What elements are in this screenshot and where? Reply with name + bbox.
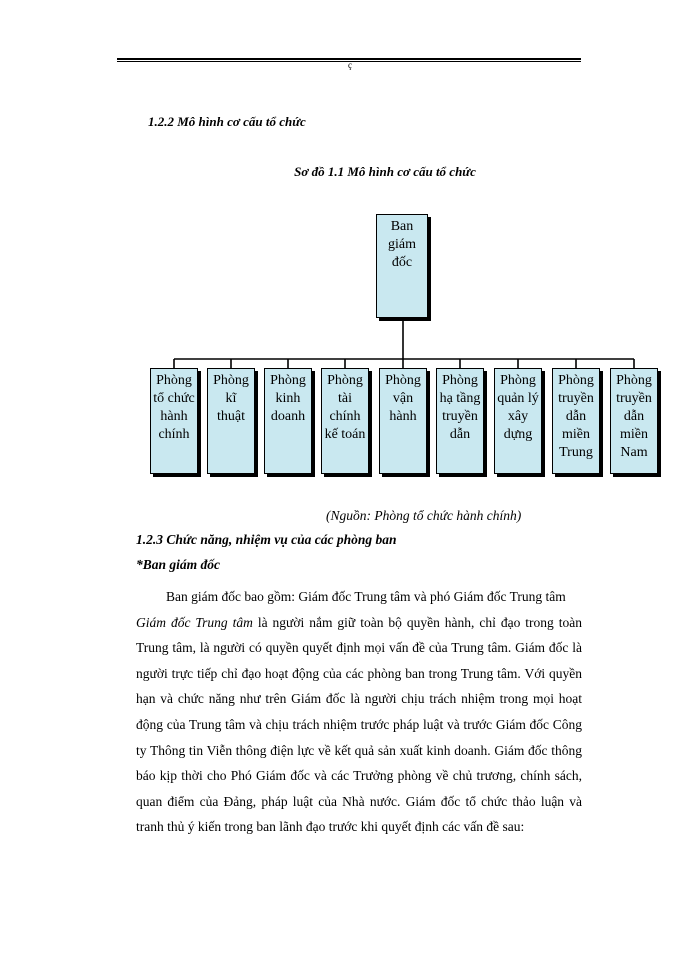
org-box-line: Trung bbox=[559, 445, 593, 460]
org-box-line: hạ tầng bbox=[439, 391, 481, 406]
paragraph-1: Ban giám đốc bao gồm: Giám đốc Trung tâm và phó Giám đốc Trung tâm bbox=[166, 589, 566, 604]
org-box-line: kinh bbox=[275, 391, 301, 406]
org-box-technical-department bbox=[207, 368, 255, 474]
org-box-line: dẫn bbox=[565, 409, 587, 424]
diagram-source: (Nguồn: Phòng tổ chức hành chính) bbox=[326, 508, 522, 523]
paragraph-2 bbox=[136, 610, 582, 840]
org-box-line: Phòng bbox=[558, 373, 594, 388]
org-box-line: kế toán bbox=[324, 427, 366, 442]
org-box-line: vận bbox=[392, 391, 414, 406]
org-box-line: Phòng bbox=[327, 373, 363, 388]
org-box-line: Phòng bbox=[213, 373, 249, 388]
org-box-line: truyền bbox=[616, 391, 652, 406]
org-box-construction-department bbox=[494, 368, 542, 474]
org-box-line: thuật bbox=[217, 409, 245, 424]
org-box-line: tài bbox=[338, 391, 352, 406]
org-box-line: dẫn bbox=[623, 409, 645, 424]
org-box-line: Ban bbox=[390, 219, 414, 234]
org-box-line: hành bbox=[160, 409, 188, 424]
org-box-admin-department bbox=[150, 368, 198, 474]
org-box-line: đốc bbox=[391, 255, 413, 270]
org-box-board-of-directors bbox=[376, 214, 428, 318]
paragraph-2-rest: là người nắm giữ toàn bộ quyền hành, chỉ đạo trong toàn Trung tâm, là người có quyền quyết định mọi vấn đề của Trung tâm. Giám đốc là người trực tiếp chỉ đạo hoạt động của các phòng ban trong Trung tâm. Với quyền hạn và chức năng như trên Giám đốc là người chịu trách nhiệm trong mọi hoạt động của Trung tâm và chịu trách nhiệm trước pháp luật và trước Giám đốc Công ty Thông tin Viễn thông điện lực về kết quả sản xuất kinh doanh. Giám đốc thông báo kịp thời cho Phó Giám đốc và các Trưởng phòng về chủ trương, chính sách, quan điểm của Đảng, pháp luật của Nhà nước. Giám đốc tổ chức thảo luận và tranh thủ ý kiến trong ban lãnh đạo trước khi quyết định các vấn đề sau: bbox=[136, 614, 582, 835]
org-box-line: dựng bbox=[503, 427, 533, 442]
org-box-line: Phòng bbox=[616, 373, 652, 388]
org-box-business-department bbox=[264, 368, 312, 474]
org-box-line: xây bbox=[507, 409, 529, 424]
org-box-infrastructure-department bbox=[436, 368, 484, 474]
org-box-line: doanh bbox=[270, 409, 306, 424]
org-box-finance-department bbox=[321, 368, 369, 474]
org-box-line: Phòng bbox=[270, 373, 306, 388]
org-box-line: Nam bbox=[620, 445, 648, 460]
org-box-operations-department bbox=[379, 368, 427, 474]
org-box-line: quản lý bbox=[497, 391, 539, 406]
org-box-line: chính bbox=[329, 409, 361, 424]
subsubsection-heading: *Ban giám đốc bbox=[136, 557, 221, 572]
header-mark: ç bbox=[348, 60, 352, 70]
subsection-heading: 1.2.3 Chức năng, nhiệm vụ của các phòng ban bbox=[136, 532, 397, 547]
org-box-line: hành bbox=[389, 409, 417, 424]
org-box-line: miền bbox=[620, 427, 648, 442]
org-box-line: Phòng bbox=[500, 373, 536, 388]
section-heading: 1.2.2 Mô hình cơ cấu tổ chức bbox=[148, 114, 306, 129]
org-box-line: Phòng bbox=[156, 373, 192, 388]
org-box-southern-transmission-department bbox=[610, 368, 658, 474]
org-box-line: giám bbox=[388, 237, 416, 252]
body-text bbox=[136, 584, 582, 840]
org-box-line: tổ chức bbox=[153, 391, 195, 406]
org-box-line: chính bbox=[158, 427, 190, 442]
paragraph-2-italic: Giám đốc Trung tâm bbox=[136, 614, 253, 630]
org-box-line: Phòng bbox=[442, 373, 478, 388]
diagram-caption: Sơ đồ 1.1 Mô hình cơ cấu tổ chức bbox=[294, 164, 476, 179]
org-box-line: kĩ bbox=[225, 391, 237, 406]
org-box-central-transmission-department bbox=[552, 368, 600, 474]
org-box-line: dẫn bbox=[449, 427, 471, 442]
org-box-line: miền bbox=[562, 427, 590, 442]
org-box-line: truyền bbox=[558, 391, 594, 406]
org-box-line: Phòng bbox=[385, 373, 421, 388]
org-box-line: truyền bbox=[442, 409, 478, 424]
